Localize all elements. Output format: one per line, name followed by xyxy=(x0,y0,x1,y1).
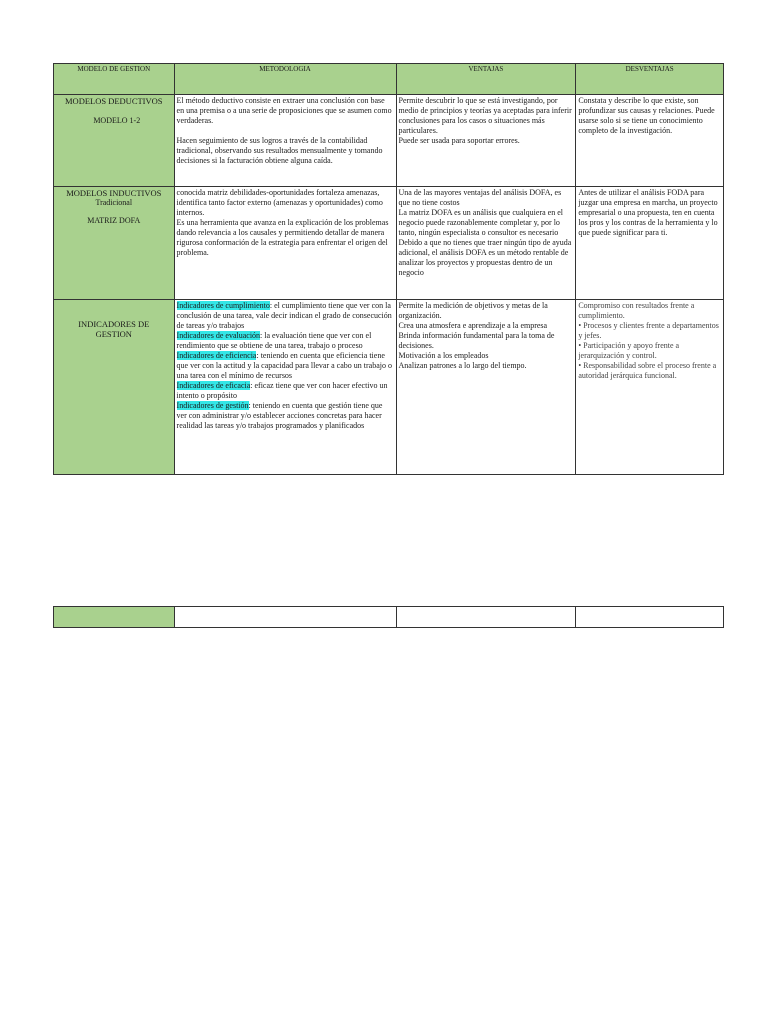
text: Permite descubrir lo que se está investigando, por medio de principios y teorías ya aceptadas para inferir conclusiones para los casos o situaciones más particulares. xyxy=(398,96,572,135)
label-sub: Tradicional xyxy=(95,198,133,207)
list-item: Analizan patrones a lo largo del tiempo. xyxy=(398,361,527,370)
cell-desventajas xyxy=(576,300,724,475)
text: conocida matriz debilidades-oportunidades fortaleza amenazas, identifica tanto factor externo (amenazas y oportunidades) como internos. xyxy=(176,188,383,217)
text: : el cumplimiento tiene que ver con la conclusión de una tarea, vale decir indican el grado de consecución de tareas y/o trabajos xyxy=(176,301,392,330)
list-item: Motivación a los empleados xyxy=(398,351,489,360)
indicator-item xyxy=(177,301,392,330)
text: El método deductivo consiste en extraer una conclusión con base en una premisa o a una serie de proposiciones que se asumen como verdaderas. xyxy=(176,96,392,125)
table-row xyxy=(54,607,724,628)
list-item: • Responsabilidad sobre el proceso frente a autoridad jerárquica funcional. xyxy=(578,361,717,380)
text: : teniendo en cuenta que eficiencia tiene que ver con la actitud y la capacidad para llevar a cabo un trabajo o una tarea con el mínimo de recursos xyxy=(176,351,392,380)
list-item: Permite la medición de objetivos y metas de la organización. xyxy=(398,301,548,320)
highlight-term: Indicadores de eficacia xyxy=(176,381,251,390)
row-label-inductivos xyxy=(54,187,175,300)
text: Es una herramienta que avanza en la explicación de los problemas dando relevancia a los causales y permitiendo detallar de manera rigurosa conformación de la estrategia para enfrentar el origen del problema. xyxy=(176,218,389,257)
list-item: Brinda información fundamental para la toma de decisiones. xyxy=(398,331,555,350)
empty-cell xyxy=(396,607,576,628)
management-models-table xyxy=(53,63,724,475)
text: : teniendo en cuenta que gestión tiene que ver con administrar y/o establecer acciones concretas para hacer realidad las tareas y/o trabajos programados y planificados xyxy=(176,401,383,430)
header-metodologia: METODOLOGIA xyxy=(174,64,396,95)
list-item: Crea una atmosfera e aprendizaje a la empresa xyxy=(398,321,548,330)
indicator-item xyxy=(177,351,392,380)
highlight-term: Indicadores de evaluación xyxy=(176,331,261,340)
header-modelo: MODELO DE GESTION xyxy=(54,64,175,95)
text: : eficaz tiene que ver con hacer efectivo un intento o propósito xyxy=(176,381,388,400)
indicator-item xyxy=(177,401,383,430)
cell-ventajas xyxy=(396,187,576,300)
list-item: • Procesos y clientes frente a departamentos y jefes. xyxy=(578,321,719,340)
table-row xyxy=(54,187,724,300)
text: Debido a que no tienes que traer ningún tipo de ayuda adicional, el análisis DOFA es un método rentable de analizar los proyectos y propuestas dentro de un negocio xyxy=(398,238,572,277)
cell-ventajas xyxy=(396,95,576,187)
header-desventajas: DESVENTAJAS xyxy=(576,64,724,95)
label-sub: MATRIZ DOFA xyxy=(87,216,141,225)
row-label-deductivos xyxy=(54,95,175,187)
highlight-term: Indicadores de cumplimiento xyxy=(176,301,270,310)
indicator-item xyxy=(177,381,388,400)
table-row xyxy=(54,95,724,187)
highlight-term: Indicadores de gestión xyxy=(176,401,249,410)
text: : la evaluación tiene que ver con el rendimiento que se obtiene de una tarea, trabajo o proceso xyxy=(176,331,372,350)
table-row xyxy=(54,300,724,475)
list-item: Compromiso con resultados frente a cumplimiento. xyxy=(578,301,695,320)
text: Puede ser usada para soportar errores. xyxy=(398,136,520,145)
label-main: MODELOS DEDUCTIVOS xyxy=(65,96,163,106)
text: Una de las mayores ventajas del análisis DOFA, es que no tiene costos xyxy=(398,188,562,207)
table-header-row xyxy=(54,64,724,95)
empty-cell xyxy=(174,607,396,628)
text: Hacen seguimiento de sus logros a través de la contabilidad tradicional, observando sus resultados mensualmente y tomando decisiones si la facturación obtiene alguna caída. xyxy=(176,136,383,165)
list-item: • Participación y apoyo frente a jerarquización y control. xyxy=(578,341,680,360)
text: La matriz DOFA es un análisis que cualquiera en el negocio puede razonablemente completar y, por lo tanto, ningún especialista o consultor es necesario xyxy=(398,208,563,237)
highlight-term: Indicadores de eficiencia xyxy=(176,351,257,360)
empty-cell xyxy=(576,607,724,628)
label-sub: MODELO 1-2 xyxy=(93,116,141,125)
cell-ventajas xyxy=(396,300,576,475)
cell-metodologia xyxy=(174,187,396,300)
cell-metodologia xyxy=(174,300,396,475)
cell-metodologia xyxy=(174,95,396,187)
cell-desventajas: Antes de utilizar el análisis FODA para juzgar una empresa en marcha, un proyecto empresarial o una propuesta, ten en cuenta los pros y los contras de la herramienta y lo que puede significar para ti. xyxy=(576,187,724,300)
header-ventajas: VENTAJAS xyxy=(396,64,576,95)
label-main: INDICADORES DE GESTION xyxy=(78,319,150,339)
cell-desventajas: Constata y describe lo que existe, son profundizar sus causas y relaciones. Puede usarse solo si se tiene un conocimiento completo de la investigación. xyxy=(576,95,724,187)
empty-cell xyxy=(54,607,175,628)
row-label-indicadores xyxy=(54,300,175,475)
empty-table xyxy=(53,606,724,628)
indicator-item xyxy=(177,331,372,350)
label-main: MODELOS INDUCTIVOS xyxy=(66,188,162,198)
